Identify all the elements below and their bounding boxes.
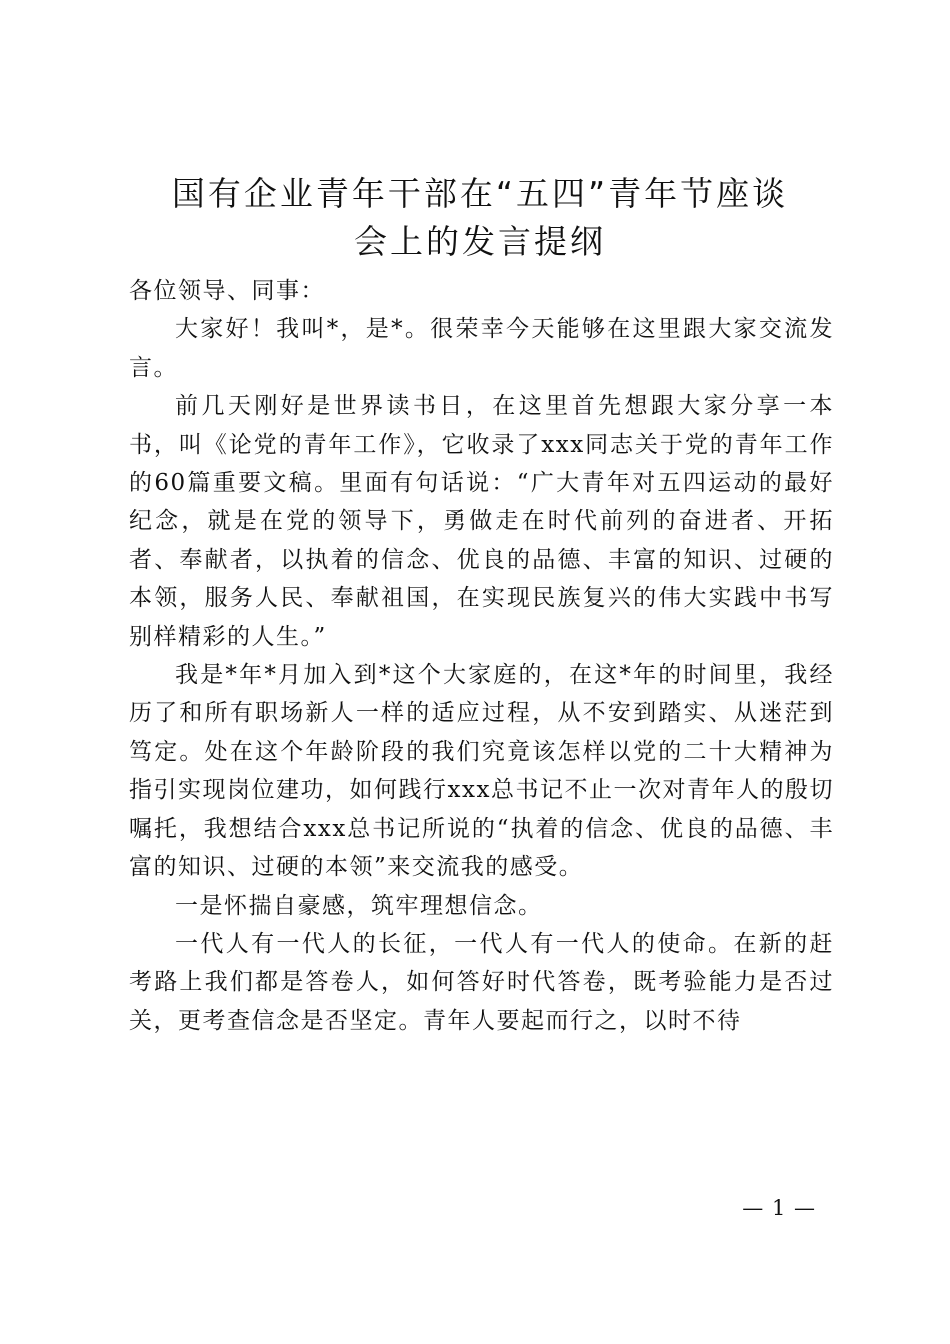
page-number: — 1 — [742,1196,816,1220]
document-body [129,272,834,1040]
paragraph-experience: 我是*年*月加入到*这个大家庭的，在这*年的时间里，我经历了和所有职场新人一样的适应过程，从不安到踏实、从迷茫到笃定。处在这个年龄阶段的我们究竟该怎样以党的二十大精神为指引实现岗位建功，如何践行xxx总书记不止一次对青年人的殷切嘱托，我想结合xxx总书记所说的“执着的信念、优良的品德、丰富的知识、过硬的本领”来交流我的感受。 [129,662,834,881]
paragraph-book-quote: 前几天刚好是世界读书日，在这里首先想跟大家分享一本书，叫《论党的青年工作》，它收录了xxx同志关于党的青年工作的60篇重要文稿。里面有句话说：“广大青年对五四运动的最好纪念，就是在党的领导下，勇做走在时代前列的奋进者、开拓者、奉献者，以执着的信念、优良的品德、丰富的知识、过硬的本领，服务人民、奉献祖国，在实现民族复兴的伟大实践中书写别样精彩的人生。” [129,393,834,650]
section-heading-1: 一是怀揣自豪感，筑牢理想信念。 [175,892,543,919]
salutation: 各位领导、同事： [129,278,325,304]
paragraph-mission: 一代人有一代人的长征，一代人有一代人的使命。在新的赶考路上我们都是答卷人，如何答好时代答卷，既考验能力是否过关，更考查信念是否坚定。青年人要起而行之，以时不待 [129,930,834,1034]
document-title-line-2: 会上的发言提纲 [354,222,606,261]
paragraph-greeting: 大家好！我叫*，是*。很荣幸今天能够在这里跟大家交流发言。 [129,316,834,381]
document-title-line-1: 国有企业青年干部在“五四”青年节座谈 [171,174,789,213]
